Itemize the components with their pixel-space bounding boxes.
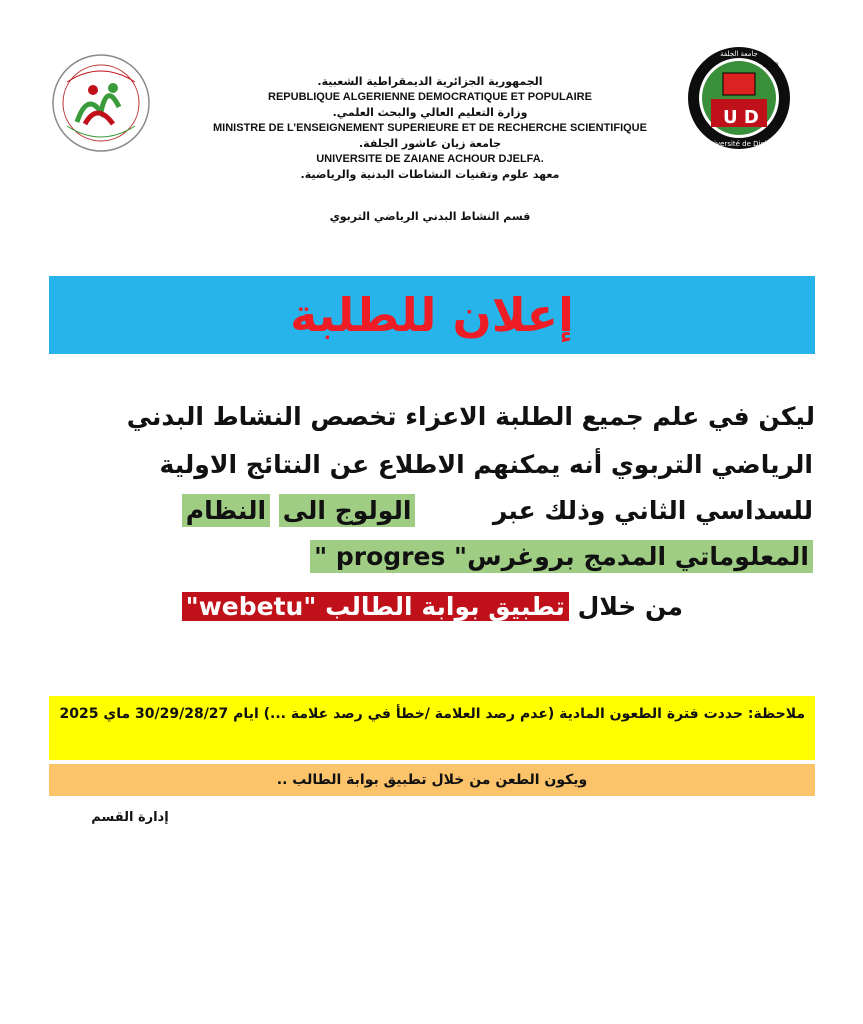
department-name: قسم النشاط البدني الرياضي التربوي	[329, 210, 531, 223]
webetu-app-text: تطبيق بوابة الطالب "webetu"	[182, 592, 569, 621]
body-line-3-highlight-2: النظام	[182, 494, 270, 527]
body-line-5-text: من خلال	[577, 592, 683, 621]
appeal-period-note: ملاحظة: حددت فترة الطعون المادية (عدم رصد العلامة /خطأ في رصد علامة ...) ايام 30/29/28/27 ماي 2025	[49, 696, 815, 760]
body-line-3	[182, 496, 813, 525]
logo-letters: U D	[723, 107, 759, 128]
header-fr-republic: REPUBLIQUE ALGERIENNE DEMOCRATIQUE ET POPULAIRE	[268, 91, 592, 103]
header-ar-republic: الجمهورية الجزائرية الديمقراطية الشعبية.	[317, 75, 543, 88]
institute-logo-icon	[47, 52, 155, 154]
department-signature: إدارة القسم	[91, 810, 169, 825]
banner-title: إعلان للطلبة	[290, 288, 574, 342]
appeal-instructions: ويكون الطعن من خلال تطبيق بوابة الطالب ..	[49, 764, 815, 796]
logo-ring-bottom: Université de Djelfa	[704, 140, 774, 148]
logo-year: 2000	[763, 62, 779, 69]
header-fr-university: UNIVERSITE DE ZAIANE ACHOUR DJELFA.	[316, 153, 544, 165]
logo-ring-top: جامعة الجلفة	[720, 50, 758, 58]
header-ar-university: جامعة زيان عاشور الجلفة.	[359, 137, 501, 150]
body-line-5	[182, 592, 683, 621]
header-fr-ministry: MINISTRE DE L’ENSEIGNEMENT SUPERIEURE ET DE RECHERCHE SCIENTIFIQUE	[213, 122, 647, 134]
header-ar-ministry: وزارة التعليم العالي والبحث العلمي.	[332, 106, 528, 119]
announcement-banner	[49, 276, 815, 354]
body-line-4	[310, 542, 813, 571]
university-logo-icon	[683, 45, 795, 151]
official-header	[170, 74, 690, 182]
body-line-2: الرياضي التربوي أنه يمكنهم الاطلاع عن النتائج الاولية	[159, 450, 813, 479]
body-line-1: ليكن في علم جميع الطلبة الاعزاء تخصص النشاط البدني	[126, 402, 815, 431]
header-ar-institute: معهد علوم وتقنيات النشاطات البدنية والرياضية.	[300, 168, 560, 181]
body-line-3-text: للسداسي الثاني وذلك عبر	[492, 496, 813, 525]
progres-system-text: المعلوماتي المدمج بروغرس" progres "	[310, 540, 813, 573]
body-line-3-highlight: الولوج الى	[279, 494, 416, 527]
